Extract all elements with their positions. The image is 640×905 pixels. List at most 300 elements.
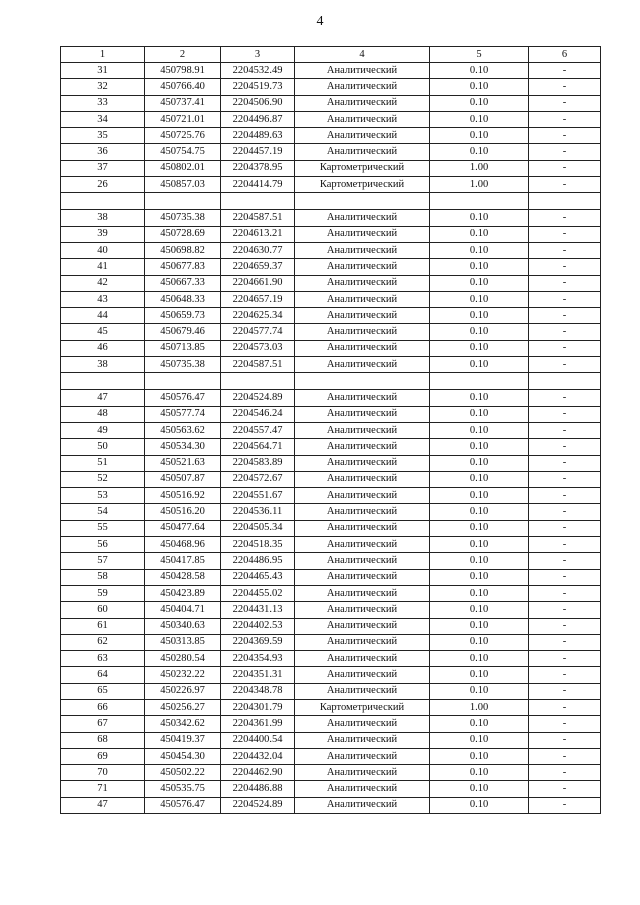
table-row: [61, 111, 601, 127]
point-number-cell: 46: [61, 340, 145, 356]
accuracy-cell: 0.10: [430, 422, 529, 438]
method-cell: Аналитический: [295, 504, 430, 520]
method-cell: Аналитический: [295, 210, 430, 226]
x-coordinate-cell: 450735.38: [145, 210, 221, 226]
y-coordinate-cell: 2204462.90: [221, 765, 295, 781]
x-coordinate-cell: 450735.38: [145, 357, 221, 373]
accuracy-cell: 0.10: [430, 504, 529, 520]
table-row: [61, 699, 601, 715]
note-cell: -: [529, 63, 601, 79]
point-number-cell: 57: [61, 553, 145, 569]
note-cell: -: [529, 340, 601, 356]
x-coordinate-cell: 450721.01: [145, 111, 221, 127]
point-number-cell: 38: [61, 357, 145, 373]
y-coordinate-cell: 2204301.79: [221, 699, 295, 715]
x-coordinate-cell: 450419.37: [145, 732, 221, 748]
table-header-row: [61, 47, 601, 63]
point-number-cell: 37: [61, 160, 145, 176]
x-coordinate-cell: 450516.20: [145, 504, 221, 520]
accuracy-cell: 0.10: [430, 439, 529, 455]
x-coordinate-cell: 450313.85: [145, 634, 221, 650]
accuracy-cell: 0.10: [430, 602, 529, 618]
method-cell: Аналитический: [295, 667, 430, 683]
point-number-cell: 66: [61, 699, 145, 715]
x-coordinate-cell: 450754.75: [145, 144, 221, 160]
y-coordinate-cell: 2204657.19: [221, 291, 295, 307]
method-cell: Аналитический: [295, 390, 430, 406]
point-number-cell: 55: [61, 520, 145, 536]
method-cell: Картометрический: [295, 160, 430, 176]
point-number-cell: 69: [61, 748, 145, 764]
note-cell: -: [529, 406, 601, 422]
y-coordinate-cell: 2204506.90: [221, 95, 295, 111]
x-coordinate-cell: 450667.33: [145, 275, 221, 291]
table-row: [61, 683, 601, 699]
x-coordinate-cell: 450454.30: [145, 748, 221, 764]
accuracy-cell: 0.10: [430, 455, 529, 471]
table-row: [61, 128, 601, 144]
method-cell: Аналитический: [295, 406, 430, 422]
x-coordinate-cell: 450725.76: [145, 128, 221, 144]
table-row: [61, 553, 601, 569]
accuracy-cell: 0.10: [430, 748, 529, 764]
y-coordinate-cell: 2204455.02: [221, 585, 295, 601]
point-number-cell: 51: [61, 455, 145, 471]
note-cell: -: [529, 488, 601, 504]
y-coordinate-cell: 2204486.95: [221, 553, 295, 569]
y-coordinate-cell: 2204572.67: [221, 471, 295, 487]
x-coordinate-cell: 450798.91: [145, 63, 221, 79]
x-coordinate-cell: 450659.73: [145, 308, 221, 324]
y-coordinate-cell: 2204524.89: [221, 390, 295, 406]
point-number-cell: 47: [61, 390, 145, 406]
y-coordinate-cell: 2204546.24: [221, 406, 295, 422]
y-coordinate-cell: 2204613.21: [221, 226, 295, 242]
note-cell: -: [529, 716, 601, 732]
note-cell: -: [529, 618, 601, 634]
note-cell: -: [529, 324, 601, 340]
point-number-cell: [61, 193, 145, 210]
table-row: [61, 177, 601, 193]
method-cell: Аналитический: [295, 634, 430, 650]
table-row: [61, 390, 601, 406]
accuracy-cell: 0.10: [430, 618, 529, 634]
method-cell: Аналитический: [295, 585, 430, 601]
note-cell: -: [529, 242, 601, 258]
method-cell: Аналитический: [295, 618, 430, 634]
table-row: [61, 340, 601, 356]
x-coordinate-cell: 450477.64: [145, 520, 221, 536]
method-cell: Аналитический: [295, 797, 430, 813]
table-row: [61, 406, 601, 422]
method-cell: Аналитический: [295, 520, 430, 536]
accuracy-cell: 0.10: [430, 111, 529, 127]
table-row: [61, 634, 601, 650]
point-number-cell: 49: [61, 422, 145, 438]
point-number-cell: 70: [61, 765, 145, 781]
method-cell: Аналитический: [295, 439, 430, 455]
table-row: [61, 422, 601, 438]
point-number-cell: 53: [61, 488, 145, 504]
y-coordinate-cell: 2204524.89: [221, 797, 295, 813]
accuracy-cell: 0.10: [430, 765, 529, 781]
point-number-cell: [61, 373, 145, 390]
point-number-cell: 45: [61, 324, 145, 340]
method-cell: Аналитический: [295, 324, 430, 340]
method-cell: Аналитический: [295, 275, 430, 291]
method-cell: Аналитический: [295, 602, 430, 618]
method-cell: Аналитический: [295, 781, 430, 797]
accuracy-cell: 0.10: [430, 308, 529, 324]
y-coordinate-cell: 2204551.67: [221, 488, 295, 504]
method-cell: Аналитический: [295, 569, 430, 585]
accuracy-cell: [430, 193, 529, 210]
x-coordinate-cell: 450534.30: [145, 439, 221, 455]
note-cell: -: [529, 569, 601, 585]
note-cell: -: [529, 291, 601, 307]
note-cell: [529, 373, 601, 390]
point-number-cell: 50: [61, 439, 145, 455]
accuracy-cell: 0.10: [430, 667, 529, 683]
accuracy-cell: 0.10: [430, 569, 529, 585]
point-number-cell: 48: [61, 406, 145, 422]
method-cell: Аналитический: [295, 455, 430, 471]
coordinates-table: [60, 46, 601, 814]
note-cell: -: [529, 699, 601, 715]
point-number-cell: 31: [61, 63, 145, 79]
x-coordinate-cell: 450417.85: [145, 553, 221, 569]
x-coordinate-cell: 450737.41: [145, 95, 221, 111]
method-cell: Аналитический: [295, 732, 430, 748]
x-coordinate-cell: 450226.97: [145, 683, 221, 699]
table-row: [61, 585, 601, 601]
x-coordinate-cell: [145, 193, 221, 210]
point-number-cell: 38: [61, 210, 145, 226]
table-row: [61, 226, 601, 242]
header-cell-3: 3: [221, 47, 295, 63]
point-number-cell: 54: [61, 504, 145, 520]
y-coordinate-cell: 2204573.03: [221, 340, 295, 356]
y-coordinate-cell: 2204518.35: [221, 537, 295, 553]
method-cell: Аналитический: [295, 651, 430, 667]
table-row: [61, 324, 601, 340]
method-cell: Аналитический: [295, 226, 430, 242]
y-coordinate-cell: 2204361.99: [221, 716, 295, 732]
note-cell: -: [529, 732, 601, 748]
method-cell: Аналитический: [295, 291, 430, 307]
table-row: [61, 618, 601, 634]
note-cell: -: [529, 79, 601, 95]
point-number-cell: 62: [61, 634, 145, 650]
note-cell: -: [529, 634, 601, 650]
header-cell-2: 2: [145, 47, 221, 63]
table-row: [61, 144, 601, 160]
accuracy-cell: 0.10: [430, 242, 529, 258]
y-coordinate-cell: 2204348.78: [221, 683, 295, 699]
note-cell: -: [529, 471, 601, 487]
table-separator-row: [61, 193, 601, 210]
point-number-cell: 44: [61, 308, 145, 324]
table-row: [61, 308, 601, 324]
accuracy-cell: 0.10: [430, 324, 529, 340]
method-cell: Аналитический: [295, 748, 430, 764]
accuracy-cell: 0.10: [430, 797, 529, 813]
x-coordinate-cell: 450256.27: [145, 699, 221, 715]
accuracy-cell: [430, 373, 529, 390]
method-cell: Аналитический: [295, 683, 430, 699]
accuracy-cell: 0.10: [430, 471, 529, 487]
point-number-cell: 47: [61, 797, 145, 813]
note-cell: -: [529, 765, 601, 781]
table-row: [61, 797, 601, 813]
accuracy-cell: 0.10: [430, 716, 529, 732]
x-coordinate-cell: [145, 373, 221, 390]
table-row: [61, 537, 601, 553]
x-coordinate-cell: 450857.03: [145, 177, 221, 193]
note-cell: -: [529, 357, 601, 373]
method-cell: Аналитический: [295, 79, 430, 95]
y-coordinate-cell: 2204625.34: [221, 308, 295, 324]
method-cell: Аналитический: [295, 308, 430, 324]
note-cell: -: [529, 111, 601, 127]
method-cell: Аналитический: [295, 553, 430, 569]
x-coordinate-cell: 450404.71: [145, 602, 221, 618]
point-number-cell: 64: [61, 667, 145, 683]
header-cell-5: 5: [430, 47, 529, 63]
accuracy-cell: 0.10: [430, 585, 529, 601]
table-separator-row: [61, 373, 601, 390]
y-coordinate-cell: 2204369.59: [221, 634, 295, 650]
accuracy-cell: 0.10: [430, 128, 529, 144]
y-coordinate-cell: 2204661.90: [221, 275, 295, 291]
accuracy-cell: 0.10: [430, 63, 529, 79]
y-coordinate-cell: 2204532.49: [221, 63, 295, 79]
header-cell-6: 6: [529, 47, 601, 63]
accuracy-cell: 0.10: [430, 781, 529, 797]
table-row: [61, 781, 601, 797]
note-cell: -: [529, 177, 601, 193]
note-cell: -: [529, 226, 601, 242]
point-number-cell: 42: [61, 275, 145, 291]
accuracy-cell: 0.10: [430, 275, 529, 291]
x-coordinate-cell: 450423.89: [145, 585, 221, 601]
accuracy-cell: 0.10: [430, 144, 529, 160]
note-cell: -: [529, 667, 601, 683]
y-coordinate-cell: 2204505.34: [221, 520, 295, 536]
point-number-cell: 40: [61, 242, 145, 258]
y-coordinate-cell: 2204496.87: [221, 111, 295, 127]
table-row: [61, 651, 601, 667]
table-row: [61, 242, 601, 258]
method-cell: Аналитический: [295, 357, 430, 373]
method-cell: Аналитический: [295, 488, 430, 504]
x-coordinate-cell: 450677.83: [145, 259, 221, 275]
note-cell: -: [529, 308, 601, 324]
y-coordinate-cell: 2204659.37: [221, 259, 295, 275]
method-cell: Картометрический: [295, 699, 430, 715]
y-coordinate-cell: 2204465.43: [221, 569, 295, 585]
point-number-cell: 33: [61, 95, 145, 111]
note-cell: -: [529, 210, 601, 226]
accuracy-cell: 0.10: [430, 95, 529, 111]
accuracy-cell: 0.10: [430, 79, 529, 95]
x-coordinate-cell: 450728.69: [145, 226, 221, 242]
note-cell: -: [529, 553, 601, 569]
note-cell: -: [529, 160, 601, 176]
point-number-cell: 56: [61, 537, 145, 553]
note-cell: -: [529, 537, 601, 553]
y-coordinate-cell: 2204432.04: [221, 748, 295, 764]
table-row: [61, 160, 601, 176]
x-coordinate-cell: 450516.92: [145, 488, 221, 504]
table-row: [61, 504, 601, 520]
accuracy-cell: 0.10: [430, 553, 529, 569]
table-row: [61, 488, 601, 504]
accuracy-cell: 1.00: [430, 177, 529, 193]
point-number-cell: 58: [61, 569, 145, 585]
y-coordinate-cell: 2204457.19: [221, 144, 295, 160]
note-cell: -: [529, 95, 601, 111]
note-cell: -: [529, 748, 601, 764]
header-cell-1: 1: [61, 47, 145, 63]
header-cell-4: 4: [295, 47, 430, 63]
y-coordinate-cell: 2204519.73: [221, 79, 295, 95]
coordinates-table-body: [61, 47, 601, 814]
x-coordinate-cell: 450577.74: [145, 406, 221, 422]
x-coordinate-cell: 450521.63: [145, 455, 221, 471]
point-number-cell: 68: [61, 732, 145, 748]
x-coordinate-cell: 450342.62: [145, 716, 221, 732]
note-cell: -: [529, 275, 601, 291]
table-row: [61, 291, 601, 307]
point-number-cell: 71: [61, 781, 145, 797]
y-coordinate-cell: 2204489.63: [221, 128, 295, 144]
table-row: [61, 602, 601, 618]
x-coordinate-cell: 450648.33: [145, 291, 221, 307]
note-cell: -: [529, 259, 601, 275]
y-coordinate-cell: 2204557.47: [221, 422, 295, 438]
x-coordinate-cell: 450232.22: [145, 667, 221, 683]
note-cell: -: [529, 128, 601, 144]
point-number-cell: 41: [61, 259, 145, 275]
x-coordinate-cell: 450340.63: [145, 618, 221, 634]
x-coordinate-cell: 450766.40: [145, 79, 221, 95]
point-number-cell: 43: [61, 291, 145, 307]
note-cell: -: [529, 781, 601, 797]
table-row: [61, 275, 601, 291]
note-cell: -: [529, 439, 601, 455]
point-number-cell: 63: [61, 651, 145, 667]
y-coordinate-cell: 2204378.95: [221, 160, 295, 176]
point-number-cell: 39: [61, 226, 145, 242]
method-cell: Аналитический: [295, 242, 430, 258]
point-number-cell: 67: [61, 716, 145, 732]
point-number-cell: 65: [61, 683, 145, 699]
y-coordinate-cell: 2204587.51: [221, 357, 295, 373]
x-coordinate-cell: 450280.54: [145, 651, 221, 667]
accuracy-cell: 0.10: [430, 683, 529, 699]
accuracy-cell: 1.00: [430, 160, 529, 176]
y-coordinate-cell: 2204583.89: [221, 455, 295, 471]
point-number-cell: 34: [61, 111, 145, 127]
method-cell: Аналитический: [295, 340, 430, 356]
table-row: [61, 79, 601, 95]
note-cell: -: [529, 651, 601, 667]
y-coordinate-cell: 2204536.11: [221, 504, 295, 520]
x-coordinate-cell: 450713.85: [145, 340, 221, 356]
method-cell: Аналитический: [295, 111, 430, 127]
note-cell: -: [529, 602, 601, 618]
y-coordinate-cell: 2204630.77: [221, 242, 295, 258]
accuracy-cell: 0.10: [430, 259, 529, 275]
y-coordinate-cell: [221, 373, 295, 390]
y-coordinate-cell: 2204414.79: [221, 177, 295, 193]
table-row: [61, 455, 601, 471]
point-number-cell: 60: [61, 602, 145, 618]
note-cell: -: [529, 504, 601, 520]
accuracy-cell: 0.10: [430, 291, 529, 307]
note-cell: -: [529, 585, 601, 601]
table-row: [61, 95, 601, 111]
point-number-cell: 52: [61, 471, 145, 487]
method-cell: Аналитический: [295, 95, 430, 111]
y-coordinate-cell: 2204400.54: [221, 732, 295, 748]
x-coordinate-cell: 450535.75: [145, 781, 221, 797]
x-coordinate-cell: 450428.58: [145, 569, 221, 585]
y-coordinate-cell: 2204564.71: [221, 439, 295, 455]
table-row: [61, 732, 601, 748]
x-coordinate-cell: 450679.46: [145, 324, 221, 340]
table-row: [61, 748, 601, 764]
accuracy-cell: 0.10: [430, 406, 529, 422]
accuracy-cell: 0.10: [430, 226, 529, 242]
accuracy-cell: 0.10: [430, 488, 529, 504]
note-cell: -: [529, 683, 601, 699]
x-coordinate-cell: 450698.82: [145, 242, 221, 258]
accuracy-cell: 0.10: [430, 210, 529, 226]
table-row: [61, 765, 601, 781]
table-row: [61, 569, 601, 585]
accuracy-cell: 0.10: [430, 340, 529, 356]
note-cell: [529, 193, 601, 210]
accuracy-cell: 0.10: [430, 390, 529, 406]
x-coordinate-cell: 450563.62: [145, 422, 221, 438]
y-coordinate-cell: 2204351.31: [221, 667, 295, 683]
table-row: [61, 716, 601, 732]
x-coordinate-cell: 450502.22: [145, 765, 221, 781]
method-cell: [295, 193, 430, 210]
method-cell: Аналитический: [295, 63, 430, 79]
y-coordinate-cell: [221, 193, 295, 210]
method-cell: Аналитический: [295, 422, 430, 438]
y-coordinate-cell: 2204431.13: [221, 602, 295, 618]
x-coordinate-cell: 450576.47: [145, 390, 221, 406]
point-number-cell: 59: [61, 585, 145, 601]
y-coordinate-cell: 2204354.93: [221, 651, 295, 667]
y-coordinate-cell: 2204587.51: [221, 210, 295, 226]
method-cell: Аналитический: [295, 128, 430, 144]
point-number-cell: 36: [61, 144, 145, 160]
table-row: [61, 439, 601, 455]
method-cell: Аналитический: [295, 537, 430, 553]
method-cell: Аналитический: [295, 259, 430, 275]
accuracy-cell: 1.00: [430, 699, 529, 715]
table-row: [61, 63, 601, 79]
point-number-cell: 32: [61, 79, 145, 95]
table-row: [61, 471, 601, 487]
note-cell: -: [529, 455, 601, 471]
x-coordinate-cell: 450468.96: [145, 537, 221, 553]
